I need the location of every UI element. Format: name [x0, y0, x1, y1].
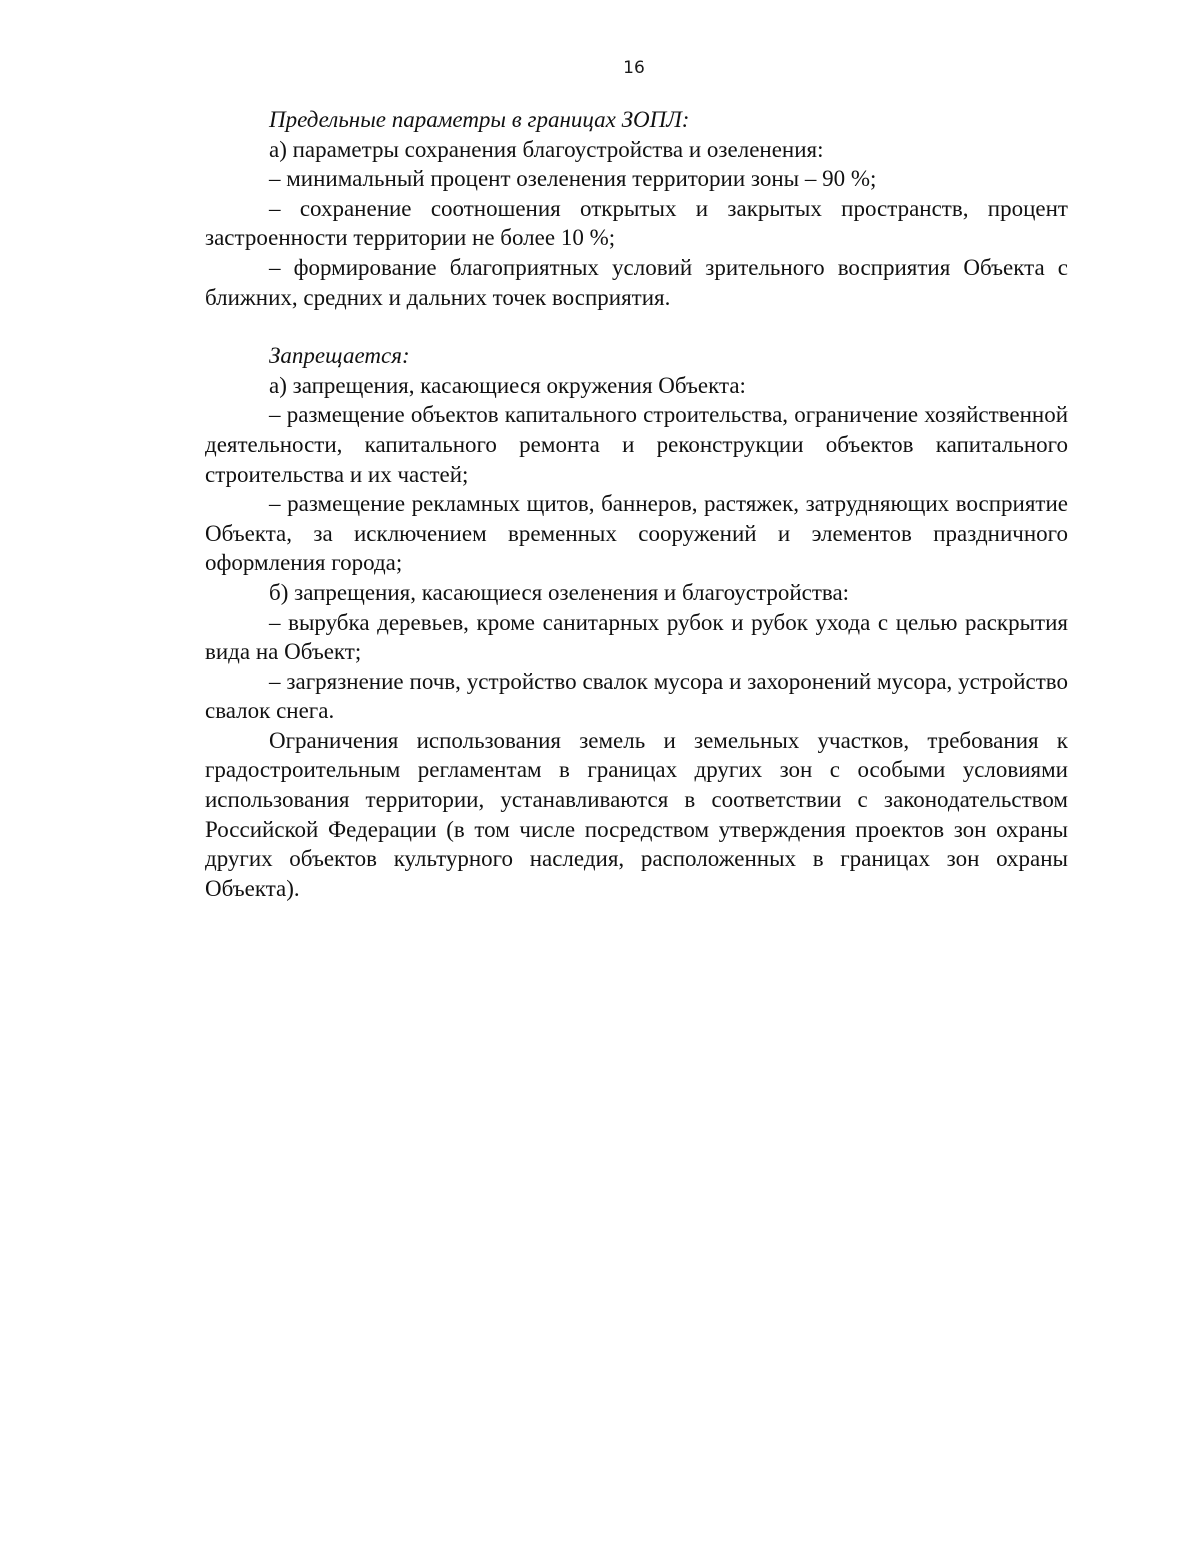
paragraph-advertising: – размещение рекламных щитов, баннеров, растяжек, затрудняющих восприятие Объекта, за исключением временных сооружений и элементов праздничного оформления города; [205, 491, 1068, 576]
section-heading-limits: Предельные параметры в границах ЗОПЛ: [269, 107, 690, 132]
document-body [205, 105, 1068, 903]
paragraph-greenery-prohibitions: б) запрещения, касающиеся озеленения и благоустройства: [269, 579, 850, 605]
paragraph-min-greenery: – минимальный процент озеленения территории зоны – 90 %; [269, 166, 877, 192]
paragraph-landscaping-params: а) параметры сохранения благоустройства и озеленения: [269, 136, 824, 162]
paragraph-surroundings-prohibitions: а) запрещения, касающиеся окружения Объекта: [269, 372, 746, 398]
paragraph-land-use-restrictions: Ограничения использования земель и земельных участков, требования к градостроительным регламентам в границах других зон с особыми условиями использования территории, устанавливаются в соответствии с законодательством Российской Федерации (в том числе посредством утверждения проектов зон охраны других объектов культурного наследия, расположенных в границах зон охраны Объекта). [205, 727, 1068, 901]
paragraph-tree-felling: – вырубка деревьев, кроме санитарных рубок и рубок ухода с целью раскрытия вида на Объект; [205, 609, 1068, 665]
paragraph-open-closed-spaces: – сохранение соотношения открытых и закрытых пространств, процент застроенности территории не более 10 %; [205, 195, 1068, 251]
paragraph-capital-construction: – размещение объектов капитального строительства, ограничение хозяйственной деятельности, капитального ремонта и реконструкции объектов капитального строительства и их частей; [205, 402, 1068, 487]
section-heading-prohibited: Запрещается: [269, 343, 410, 369]
page-number: 16 [623, 58, 645, 78]
section-spacer [205, 312, 1068, 341]
paragraph-visual-perception: – формирование благоприятных условий зрительного восприятия Объекта с ближних, средних и дальних точек восприятия. [205, 254, 1068, 310]
paragraph-soil-pollution: – загрязнение почв, устройство свалок мусора и захоронений мусора, устройство свалок снега. [205, 668, 1068, 724]
